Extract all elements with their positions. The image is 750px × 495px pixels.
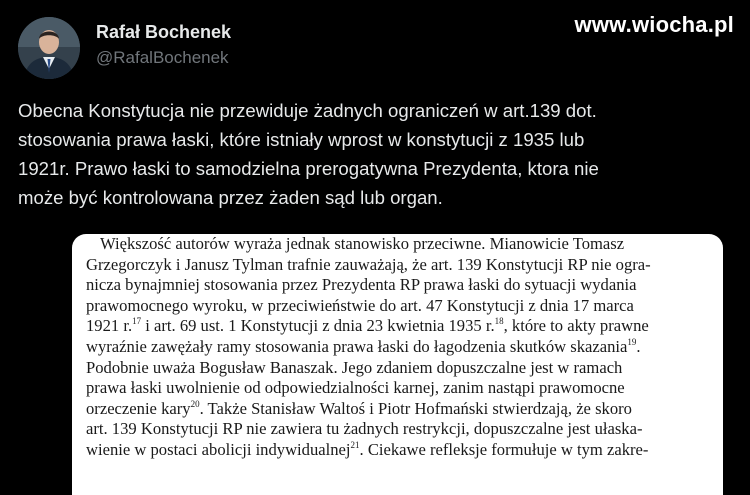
scan-text: prawa łaski uwolnienie od odpowiedzialności karnej, zanim nastąpi prawomocne <box>86 378 625 398</box>
scan-line <box>86 316 711 337</box>
scan-fragment: orzeczenie kary <box>86 398 191 418</box>
footnote-ref: 21 <box>350 439 360 450</box>
attached-image[interactable] <box>72 234 723 495</box>
scan-line <box>86 378 711 399</box>
tweet-text-line: stosowania prawa łaski, które istniały wprost w konstytucji z 1935 lub <box>18 129 585 150</box>
footnote-ref: 18 <box>494 316 504 327</box>
watermark: www.wiocha.pl <box>574 12 734 37</box>
scan-fragment: . <box>636 336 641 356</box>
scan-fragment: . Także Stanisław Waltoś i Piotr Hofmański stwierdzają, że skoro <box>199 398 632 418</box>
scan-line <box>86 419 711 440</box>
scan-fragment: . Ciekawe refleksje formułuje w tym zakre- <box>359 439 649 459</box>
scan-fragment: wienie w postaci abolicji indywidualnej <box>86 439 351 459</box>
scan-text <box>86 399 632 420</box>
display-name[interactable]: Rafał Bochenek <box>96 22 232 42</box>
profile-photo <box>18 17 80 79</box>
scan-fragment: , które to akty prawne <box>503 316 649 336</box>
user-handle[interactable]: @RafalBochenek <box>96 48 229 67</box>
footnote-ref: 20 <box>190 398 200 409</box>
scan-line <box>86 440 711 461</box>
tweet-text-line: Obecna Konstytucja nie przewiduje żadnych ograniczeń w art.139 dot. <box>18 100 597 121</box>
scanned-document-text <box>86 234 711 461</box>
scan-text <box>86 316 649 337</box>
footnote-ref: 19 <box>627 336 637 347</box>
scan-text: Podobnie uważa Bogusław Banaszak. Jego zdaniem dopuszczalne jest w ramach <box>86 357 623 377</box>
scan-line <box>86 255 711 276</box>
tweet-text-line: może być kontrolowana przez żaden sąd lub organ. <box>18 187 443 208</box>
scan-line <box>86 337 711 358</box>
scan-text <box>86 440 648 461</box>
scan-line <box>86 234 711 255</box>
scan-text: Grzegorczyk i Janusz Tylman trafnie zauważają, że art. 139 Konstytucji RP nie ogra- <box>86 254 651 274</box>
scan-text: art. 139 Konstytucji RP nie zawiera tu żadnych restrykcji, dopuszczalne jest ułaska- <box>86 419 643 439</box>
scan-text: Większość autorów wyraża jednak stanowisko przeciwne. Mianowicie Tomasz <box>100 234 625 253</box>
scan-line <box>86 399 711 420</box>
tweet-text-line: 1921r. Prawo łaski to samodzielna prerogatywna Prezydenta, ktora nie <box>18 158 599 179</box>
footnote-ref: 17 <box>132 316 142 327</box>
scan-fragment: i art. 69 ust. 1 Konstytucji z dnia 23 kwietnia 1935 r. <box>141 316 495 336</box>
tweet-text <box>18 96 734 212</box>
scan-text: nicza bynajmniej stosowania przez Prezydenta RP prawa łaski do sytuacji wydania <box>86 275 637 295</box>
avatar[interactable] <box>18 17 80 79</box>
scan-text: prawomocnego wyroku, w przeciwieństwie do art. 47 Konstytucji z dnia 17 marca <box>86 295 634 315</box>
scan-line <box>86 358 711 379</box>
scan-text <box>86 337 641 358</box>
scan-fragment: wyraźnie zawężały ramy stosowania prawa łaski do łagodzenia skutków skazania <box>86 336 628 356</box>
scan-line <box>86 296 711 317</box>
scan-fragment: 1921 r. <box>86 316 133 336</box>
scan-line <box>86 275 711 296</box>
